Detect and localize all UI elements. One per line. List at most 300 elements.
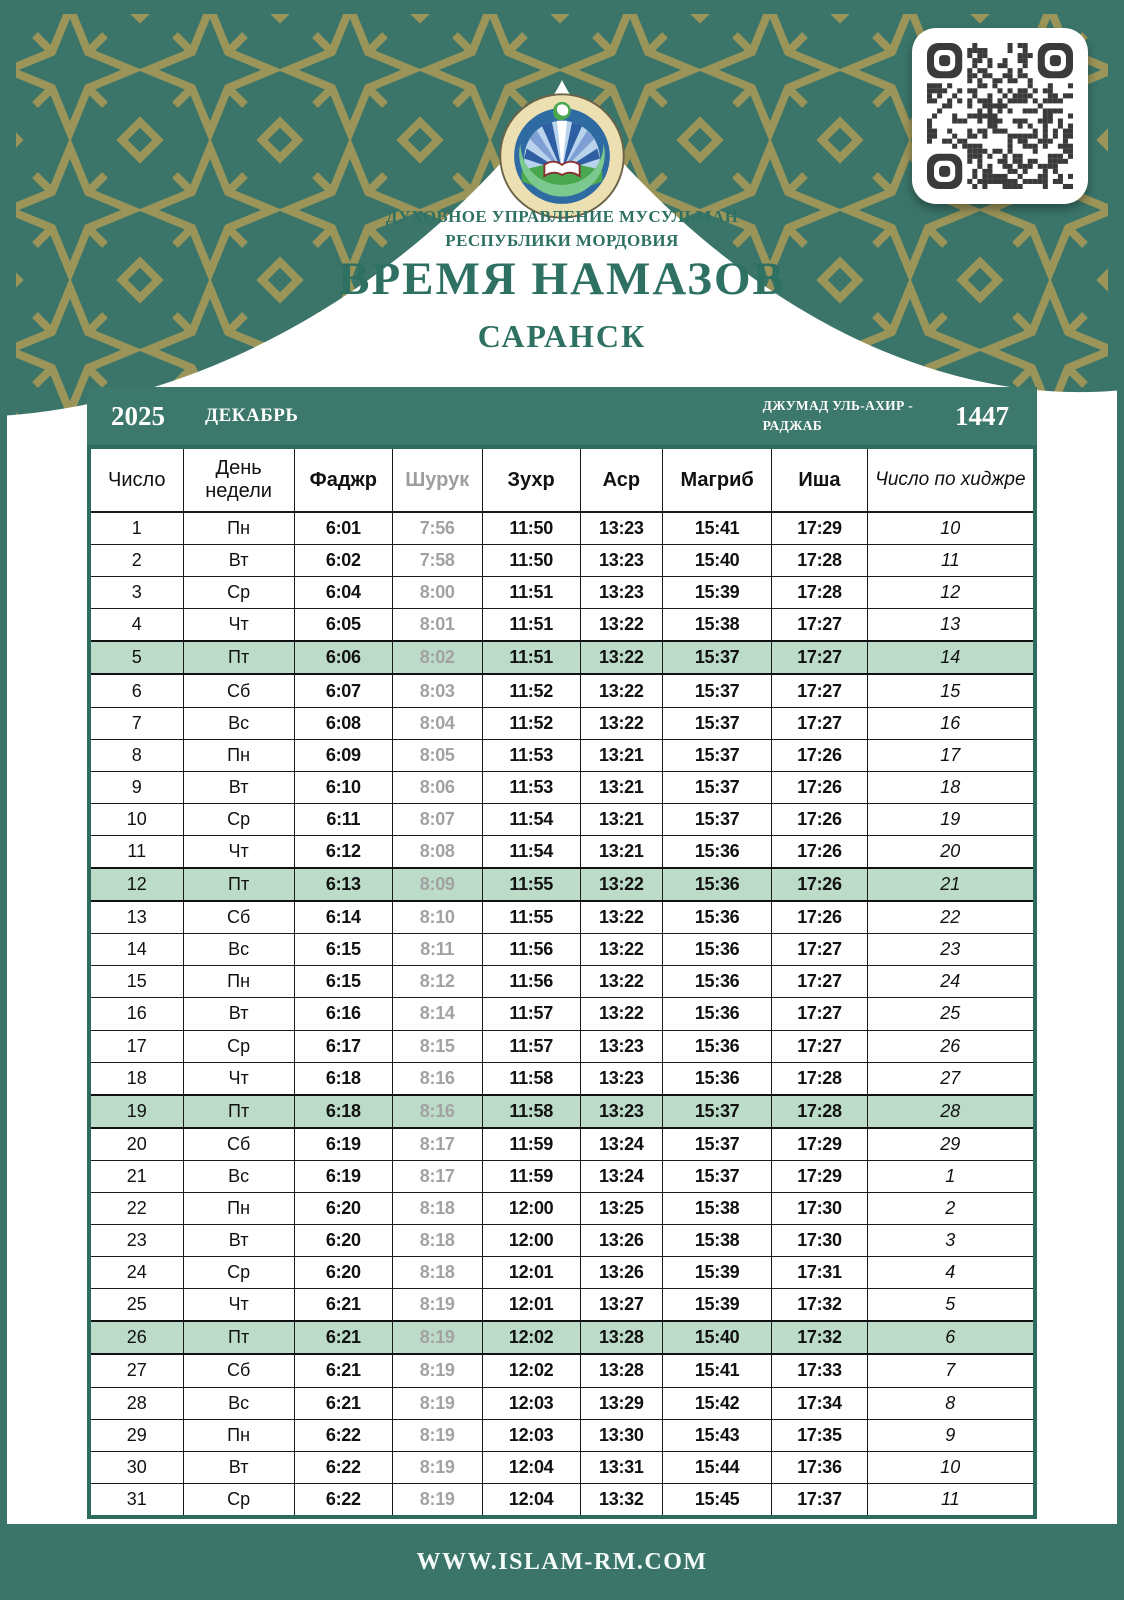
cell-zuhr: 11:56 <box>482 966 580 998</box>
cell-shuruk: 8:05 <box>392 739 482 771</box>
cell-weekday: Сб <box>183 674 294 707</box>
cell-weekday: Пт <box>183 1095 294 1128</box>
cell-maghrib: 15:36 <box>662 868 771 901</box>
prayer-times-table <box>87 445 1037 1519</box>
table-row <box>89 1483 1035 1517</box>
table-row <box>89 934 1035 966</box>
cell-shuruk: 8:04 <box>392 707 482 739</box>
cell-hijri: 21 <box>867 868 1035 901</box>
cell-fajr: 6:22 <box>294 1451 392 1483</box>
cell-weekday: Пн <box>183 966 294 998</box>
cell-hijri: 10 <box>867 512 1035 545</box>
cell-date: 7 <box>89 707 183 739</box>
table-row <box>89 1192 1035 1224</box>
cell-date: 25 <box>89 1289 183 1322</box>
website-url: WWW.ISLAM-RM.COM <box>416 1548 708 1575</box>
cell-fajr: 6:22 <box>294 1419 392 1451</box>
cell-isha: 17:27 <box>772 998 867 1030</box>
cell-fajr: 6:12 <box>294 835 392 868</box>
cell-maghrib: 15:37 <box>662 1095 771 1128</box>
cell-weekday: Вт <box>183 771 294 803</box>
cell-shuruk: 8:17 <box>392 1160 482 1192</box>
cell-fajr: 6:17 <box>294 1030 392 1062</box>
cell-shuruk: 8:12 <box>392 966 482 998</box>
cell-hijri: 20 <box>867 835 1035 868</box>
cell-isha: 17:35 <box>772 1419 867 1451</box>
cell-shuruk: 8:19 <box>392 1354 482 1387</box>
cell-zuhr: 11:51 <box>482 609 580 642</box>
cell-weekday: Вс <box>183 707 294 739</box>
cell-fajr: 6:14 <box>294 901 392 934</box>
cell-fajr: 6:20 <box>294 1192 392 1224</box>
table-row <box>89 739 1035 771</box>
cell-maghrib: 15:36 <box>662 998 771 1030</box>
cell-zuhr: 11:55 <box>482 901 580 934</box>
cell-fajr: 6:13 <box>294 868 392 901</box>
city-name: САРАНСК <box>477 318 647 354</box>
cell-isha: 17:27 <box>772 707 867 739</box>
cell-asr: 13:31 <box>580 1451 662 1483</box>
cell-maghrib: 15:37 <box>662 707 771 739</box>
table-row <box>89 707 1035 739</box>
cell-zuhr: 11:54 <box>482 803 580 835</box>
cell-weekday: Пн <box>183 512 294 545</box>
cell-zuhr: 11:50 <box>482 545 580 577</box>
cell-isha: 17:37 <box>772 1483 867 1517</box>
cell-hijri: 26 <box>867 1030 1035 1062</box>
cell-isha: 17:30 <box>772 1225 867 1257</box>
cell-isha: 17:29 <box>772 1128 867 1161</box>
cell-maghrib: 15:44 <box>662 1451 771 1483</box>
qr-code-icon <box>927 43 1073 189</box>
cell-weekday: Пт <box>183 868 294 901</box>
cell-shuruk: 8:18 <box>392 1192 482 1224</box>
cell-shuruk: 8:15 <box>392 1030 482 1062</box>
cell-hijri: 5 <box>867 1289 1035 1322</box>
cell-weekday: Ср <box>183 803 294 835</box>
hijri-month-line1: ДЖУМАД УЛЬ-АХИР - <box>762 398 913 414</box>
cell-fajr: 6:01 <box>294 512 392 545</box>
cell-weekday: Сб <box>183 1128 294 1161</box>
cell-date: 30 <box>89 1451 183 1483</box>
cell-shuruk: 8:11 <box>392 934 482 966</box>
cell-hijri: 17 <box>867 739 1035 771</box>
table-row <box>89 803 1035 835</box>
cell-hijri: 12 <box>867 577 1035 609</box>
table-row <box>89 1387 1035 1419</box>
cell-zuhr: 12:03 <box>482 1419 580 1451</box>
cell-isha: 17:27 <box>772 641 867 674</box>
cell-shuruk: 8:19 <box>392 1321 482 1354</box>
cell-zuhr: 11:57 <box>482 998 580 1030</box>
cell-fajr: 6:10 <box>294 771 392 803</box>
cell-zuhr: 11:53 <box>482 739 580 771</box>
cell-fajr: 6:18 <box>294 1095 392 1128</box>
table-row <box>89 1128 1035 1161</box>
cell-isha: 17:32 <box>772 1289 867 1322</box>
cell-isha: 17:27 <box>772 1030 867 1062</box>
cell-maghrib: 15:39 <box>662 577 771 609</box>
cell-asr: 13:22 <box>580 674 662 707</box>
table-row <box>89 771 1035 803</box>
cell-isha: 17:26 <box>772 771 867 803</box>
cell-date: 31 <box>89 1483 183 1517</box>
cell-hijri: 23 <box>867 934 1035 966</box>
cell-weekday: Чт <box>183 1062 294 1095</box>
cell-maghrib: 15:40 <box>662 1321 771 1354</box>
cell-hijri: 16 <box>867 707 1035 739</box>
cell-zuhr: 12:01 <box>482 1257 580 1289</box>
table-row <box>89 1451 1035 1483</box>
cell-date: 16 <box>89 998 183 1030</box>
cell-zuhr: 11:58 <box>482 1095 580 1128</box>
cell-date: 19 <box>89 1095 183 1128</box>
cell-hijri: 19 <box>867 803 1035 835</box>
cell-shuruk: 8:19 <box>392 1289 482 1322</box>
col-date: Число <box>89 447 183 512</box>
cell-isha: 17:29 <box>772 512 867 545</box>
cell-asr: 13:23 <box>580 545 662 577</box>
col-hijri-date: Число по хиджре <box>867 447 1035 512</box>
cell-maghrib: 15:45 <box>662 1483 771 1517</box>
cell-date: 27 <box>89 1354 183 1387</box>
cell-isha: 17:27 <box>772 934 867 966</box>
cell-date: 5 <box>89 641 183 674</box>
cell-zuhr: 12:01 <box>482 1289 580 1322</box>
cell-maghrib: 15:37 <box>662 1160 771 1192</box>
gregorian-year: 2025 <box>111 400 165 431</box>
cell-isha: 17:26 <box>772 901 867 934</box>
cell-zuhr: 11:54 <box>482 835 580 868</box>
table-row <box>89 1225 1035 1257</box>
cell-maghrib: 15:37 <box>662 771 771 803</box>
cell-fajr: 6:21 <box>294 1321 392 1354</box>
cell-hijri: 13 <box>867 609 1035 642</box>
cell-zuhr: 11:56 <box>482 934 580 966</box>
cell-zuhr: 12:02 <box>482 1321 580 1354</box>
cell-isha: 17:26 <box>772 868 867 901</box>
cell-hijri: 28 <box>867 1095 1035 1128</box>
cell-isha: 17:28 <box>772 545 867 577</box>
cell-hijri: 10 <box>867 1451 1035 1483</box>
cell-fajr: 6:11 <box>294 803 392 835</box>
cell-zuhr: 11:59 <box>482 1160 580 1192</box>
header-row <box>89 447 1035 512</box>
table-row <box>89 1062 1035 1095</box>
cell-date: 10 <box>89 803 183 835</box>
cell-hijri: 22 <box>867 901 1035 934</box>
cell-isha: 17:28 <box>772 1062 867 1095</box>
table-row <box>89 641 1035 674</box>
cell-isha: 17:26 <box>772 835 867 868</box>
footer-band <box>0 1524 1124 1600</box>
cell-hijri: 25 <box>867 998 1035 1030</box>
prayer-table-body <box>89 512 1035 1517</box>
cell-weekday: Пн <box>183 1419 294 1451</box>
cell-date: 29 <box>89 1419 183 1451</box>
cell-maghrib: 15:39 <box>662 1289 771 1322</box>
cell-zuhr: 11:58 <box>482 1062 580 1095</box>
table-row <box>89 577 1035 609</box>
cell-zuhr: 12:02 <box>482 1354 580 1387</box>
table-row <box>89 1095 1035 1128</box>
cell-date: 17 <box>89 1030 183 1062</box>
cell-zuhr: 12:04 <box>482 1451 580 1483</box>
cell-hijri: 15 <box>867 674 1035 707</box>
cell-date: 14 <box>89 934 183 966</box>
cell-asr: 13:28 <box>580 1354 662 1387</box>
page-title: ВРЕМЯ НАМАЗОВ <box>338 253 786 305</box>
cell-shuruk: 8:03 <box>392 674 482 707</box>
cell-isha: 17:28 <box>772 577 867 609</box>
cell-date: 26 <box>89 1321 183 1354</box>
cell-asr: 13:21 <box>580 739 662 771</box>
month-name: ДЕКАБРЬ <box>205 405 299 426</box>
cell-weekday: Ср <box>183 1030 294 1062</box>
cell-maghrib: 15:37 <box>662 739 771 771</box>
cell-maghrib: 15:36 <box>662 835 771 868</box>
col-asr: Аср <box>580 447 662 512</box>
cell-fajr: 6:20 <box>294 1225 392 1257</box>
cell-weekday: Вс <box>183 1387 294 1419</box>
table-row <box>89 835 1035 868</box>
cell-fajr: 6:06 <box>294 641 392 674</box>
cell-isha: 17:28 <box>772 1095 867 1128</box>
col-shuruk: Шурук <box>392 447 482 512</box>
cell-hijri: 27 <box>867 1062 1035 1095</box>
cell-date: 20 <box>89 1128 183 1161</box>
cell-asr: 13:22 <box>580 868 662 901</box>
cell-zuhr: 12:03 <box>482 1387 580 1419</box>
table-row <box>89 868 1035 901</box>
cell-isha: 17:31 <box>772 1257 867 1289</box>
cell-fajr: 6:08 <box>294 707 392 739</box>
table-row <box>89 609 1035 642</box>
cell-hijri: 29 <box>867 1128 1035 1161</box>
cell-hijri: 1 <box>867 1160 1035 1192</box>
col-fajr: Фаджр <box>294 447 392 512</box>
cell-hijri: 4 <box>867 1257 1035 1289</box>
org-name-line2: РЕСПУБЛИКИ МОРДОВИЯ <box>445 231 679 250</box>
cell-hijri: 9 <box>867 1419 1035 1451</box>
cell-shuruk: 8:08 <box>392 835 482 868</box>
table-row <box>89 1289 1035 1322</box>
cell-zuhr: 11:50 <box>482 512 580 545</box>
prayer-calendar <box>87 387 1037 1519</box>
cell-date: 15 <box>89 966 183 998</box>
cell-hijri: 8 <box>867 1387 1035 1419</box>
cell-hijri: 11 <box>867 545 1035 577</box>
cell-weekday: Ср <box>183 1257 294 1289</box>
cell-fajr: 6:16 <box>294 998 392 1030</box>
cell-date: 1 <box>89 512 183 545</box>
cell-date: 3 <box>89 577 183 609</box>
cell-zuhr: 12:00 <box>482 1225 580 1257</box>
cell-date: 21 <box>89 1160 183 1192</box>
cell-asr: 13:32 <box>580 1483 662 1517</box>
cell-shuruk: 8:18 <box>392 1225 482 1257</box>
cell-date: 6 <box>89 674 183 707</box>
cell-asr: 13:28 <box>580 1321 662 1354</box>
cell-date: 2 <box>89 545 183 577</box>
cell-hijri: 14 <box>867 641 1035 674</box>
cell-weekday: Вт <box>183 998 294 1030</box>
cell-maghrib: 15:36 <box>662 934 771 966</box>
cell-isha: 17:34 <box>772 1387 867 1419</box>
cell-zuhr: 11:51 <box>482 641 580 674</box>
cell-shuruk: 8:17 <box>392 1128 482 1161</box>
col-maghrib: Магриб <box>662 447 771 512</box>
hijri-month-range <box>763 396 913 435</box>
cell-zuhr: 12:00 <box>482 1192 580 1224</box>
cell-fajr: 6:19 <box>294 1160 392 1192</box>
cell-shuruk: 8:01 <box>392 609 482 642</box>
table-row <box>89 901 1035 934</box>
cell-asr: 13:29 <box>580 1387 662 1419</box>
cell-hijri: 11 <box>867 1483 1035 1517</box>
cell-asr: 13:26 <box>580 1257 662 1289</box>
cell-date: 28 <box>89 1387 183 1419</box>
cell-maghrib: 15:36 <box>662 966 771 998</box>
cell-date: 11 <box>89 835 183 868</box>
col-isha: Иша <box>772 447 867 512</box>
cell-asr: 13:26 <box>580 1225 662 1257</box>
cell-isha: 17:27 <box>772 609 867 642</box>
hijri-year: 1447 <box>955 400 1009 431</box>
cell-fajr: 6:21 <box>294 1354 392 1387</box>
cell-maghrib: 15:43 <box>662 1419 771 1451</box>
emblem-icon <box>499 93 625 219</box>
cell-asr: 13:22 <box>580 707 662 739</box>
cell-fajr: 6:18 <box>294 1062 392 1095</box>
cell-maghrib: 15:37 <box>662 641 771 674</box>
cell-date: 23 <box>89 1225 183 1257</box>
cell-asr: 13:24 <box>580 1128 662 1161</box>
cell-shuruk: 8:19 <box>392 1387 482 1419</box>
cell-asr: 13:22 <box>580 641 662 674</box>
cell-isha: 17:29 <box>772 1160 867 1192</box>
cell-shuruk: 8:19 <box>392 1483 482 1517</box>
table-row <box>89 1257 1035 1289</box>
cell-hijri: 3 <box>867 1225 1035 1257</box>
cell-asr: 13:22 <box>580 934 662 966</box>
qr-code <box>912 28 1088 204</box>
cell-asr: 13:22 <box>580 966 662 998</box>
cell-shuruk: 8:16 <box>392 1062 482 1095</box>
cell-date: 9 <box>89 771 183 803</box>
org-name-line1: ДУХОВНОЕ УПРАВЛЕНИЕ МУСУЛЬМАН <box>385 207 739 226</box>
cell-shuruk: 8:18 <box>392 1257 482 1289</box>
cell-fajr: 6:04 <box>294 577 392 609</box>
cell-date: 12 <box>89 868 183 901</box>
cell-zuhr: 11:53 <box>482 771 580 803</box>
cell-weekday: Пт <box>183 1321 294 1354</box>
cell-asr: 13:23 <box>580 512 662 545</box>
cell-maghrib: 15:36 <box>662 1030 771 1062</box>
cell-maghrib: 15:38 <box>662 609 771 642</box>
cell-asr: 13:22 <box>580 901 662 934</box>
cell-hijri: 24 <box>867 966 1035 998</box>
cell-weekday: Вт <box>183 1451 294 1483</box>
cell-fajr: 6:07 <box>294 674 392 707</box>
cell-maghrib: 15:36 <box>662 901 771 934</box>
cell-hijri: 2 <box>867 1192 1035 1224</box>
cell-maghrib: 15:39 <box>662 1257 771 1289</box>
cell-maghrib: 15:41 <box>662 1354 771 1387</box>
table-row <box>89 1321 1035 1354</box>
cell-isha: 17:36 <box>772 1451 867 1483</box>
cell-date: 8 <box>89 739 183 771</box>
cell-zuhr: 11:55 <box>482 868 580 901</box>
cell-weekday: Вт <box>183 1225 294 1257</box>
cell-shuruk: 8:19 <box>392 1451 482 1483</box>
cell-weekday: Ср <box>183 1483 294 1517</box>
cell-maghrib: 15:40 <box>662 545 771 577</box>
cell-maghrib: 15:37 <box>662 1128 771 1161</box>
cell-fajr: 6:05 <box>294 609 392 642</box>
cell-weekday: Пн <box>183 739 294 771</box>
col-zuhr: Зухр <box>482 447 580 512</box>
cell-date: 4 <box>89 609 183 642</box>
cell-date: 24 <box>89 1257 183 1289</box>
cell-asr: 13:21 <box>580 803 662 835</box>
cell-weekday: Сб <box>183 901 294 934</box>
cell-isha: 17:27 <box>772 674 867 707</box>
table-row <box>89 998 1035 1030</box>
cell-isha: 17:26 <box>772 739 867 771</box>
cell-asr: 13:22 <box>580 998 662 1030</box>
cell-isha: 17:30 <box>772 1192 867 1224</box>
cell-hijri: 18 <box>867 771 1035 803</box>
cell-fajr: 6:02 <box>294 545 392 577</box>
cell-fajr: 6:15 <box>294 966 392 998</box>
cell-weekday: Пт <box>183 641 294 674</box>
cell-shuruk: 8:07 <box>392 803 482 835</box>
cell-fajr: 6:21 <box>294 1289 392 1322</box>
cell-shuruk: 8:16 <box>392 1095 482 1128</box>
cell-zuhr: 11:51 <box>482 577 580 609</box>
cell-shuruk: 7:58 <box>392 545 482 577</box>
cell-asr: 13:23 <box>580 1095 662 1128</box>
cell-fajr: 6:15 <box>294 934 392 966</box>
table-row <box>89 545 1035 577</box>
cell-weekday: Чт <box>183 835 294 868</box>
cell-weekday: Вс <box>183 934 294 966</box>
cell-weekday: Чт <box>183 609 294 642</box>
cell-fajr: 6:19 <box>294 1128 392 1161</box>
cell-isha: 17:26 <box>772 803 867 835</box>
cell-asr: 13:21 <box>580 771 662 803</box>
cell-maghrib: 15:36 <box>662 1062 771 1095</box>
cell-weekday: Ср <box>183 577 294 609</box>
cell-asr: 13:23 <box>580 577 662 609</box>
cell-zuhr: 11:57 <box>482 1030 580 1062</box>
cell-shuruk: 8:06 <box>392 771 482 803</box>
cell-weekday: Вс <box>183 1160 294 1192</box>
cell-maghrib: 15:38 <box>662 1192 771 1224</box>
cell-date: 18 <box>89 1062 183 1095</box>
cell-asr: 13:24 <box>580 1160 662 1192</box>
cell-zuhr: 11:52 <box>482 707 580 739</box>
table-row <box>89 512 1035 545</box>
cell-zuhr: 11:59 <box>482 1128 580 1161</box>
table-row <box>89 1354 1035 1387</box>
organization-logo <box>499 93 625 219</box>
cell-shuruk: 8:02 <box>392 641 482 674</box>
hijri-month-line2: РАДЖАБ <box>762 418 823 433</box>
cell-shuruk: 8:14 <box>392 998 482 1030</box>
cell-fajr: 6:22 <box>294 1483 392 1517</box>
